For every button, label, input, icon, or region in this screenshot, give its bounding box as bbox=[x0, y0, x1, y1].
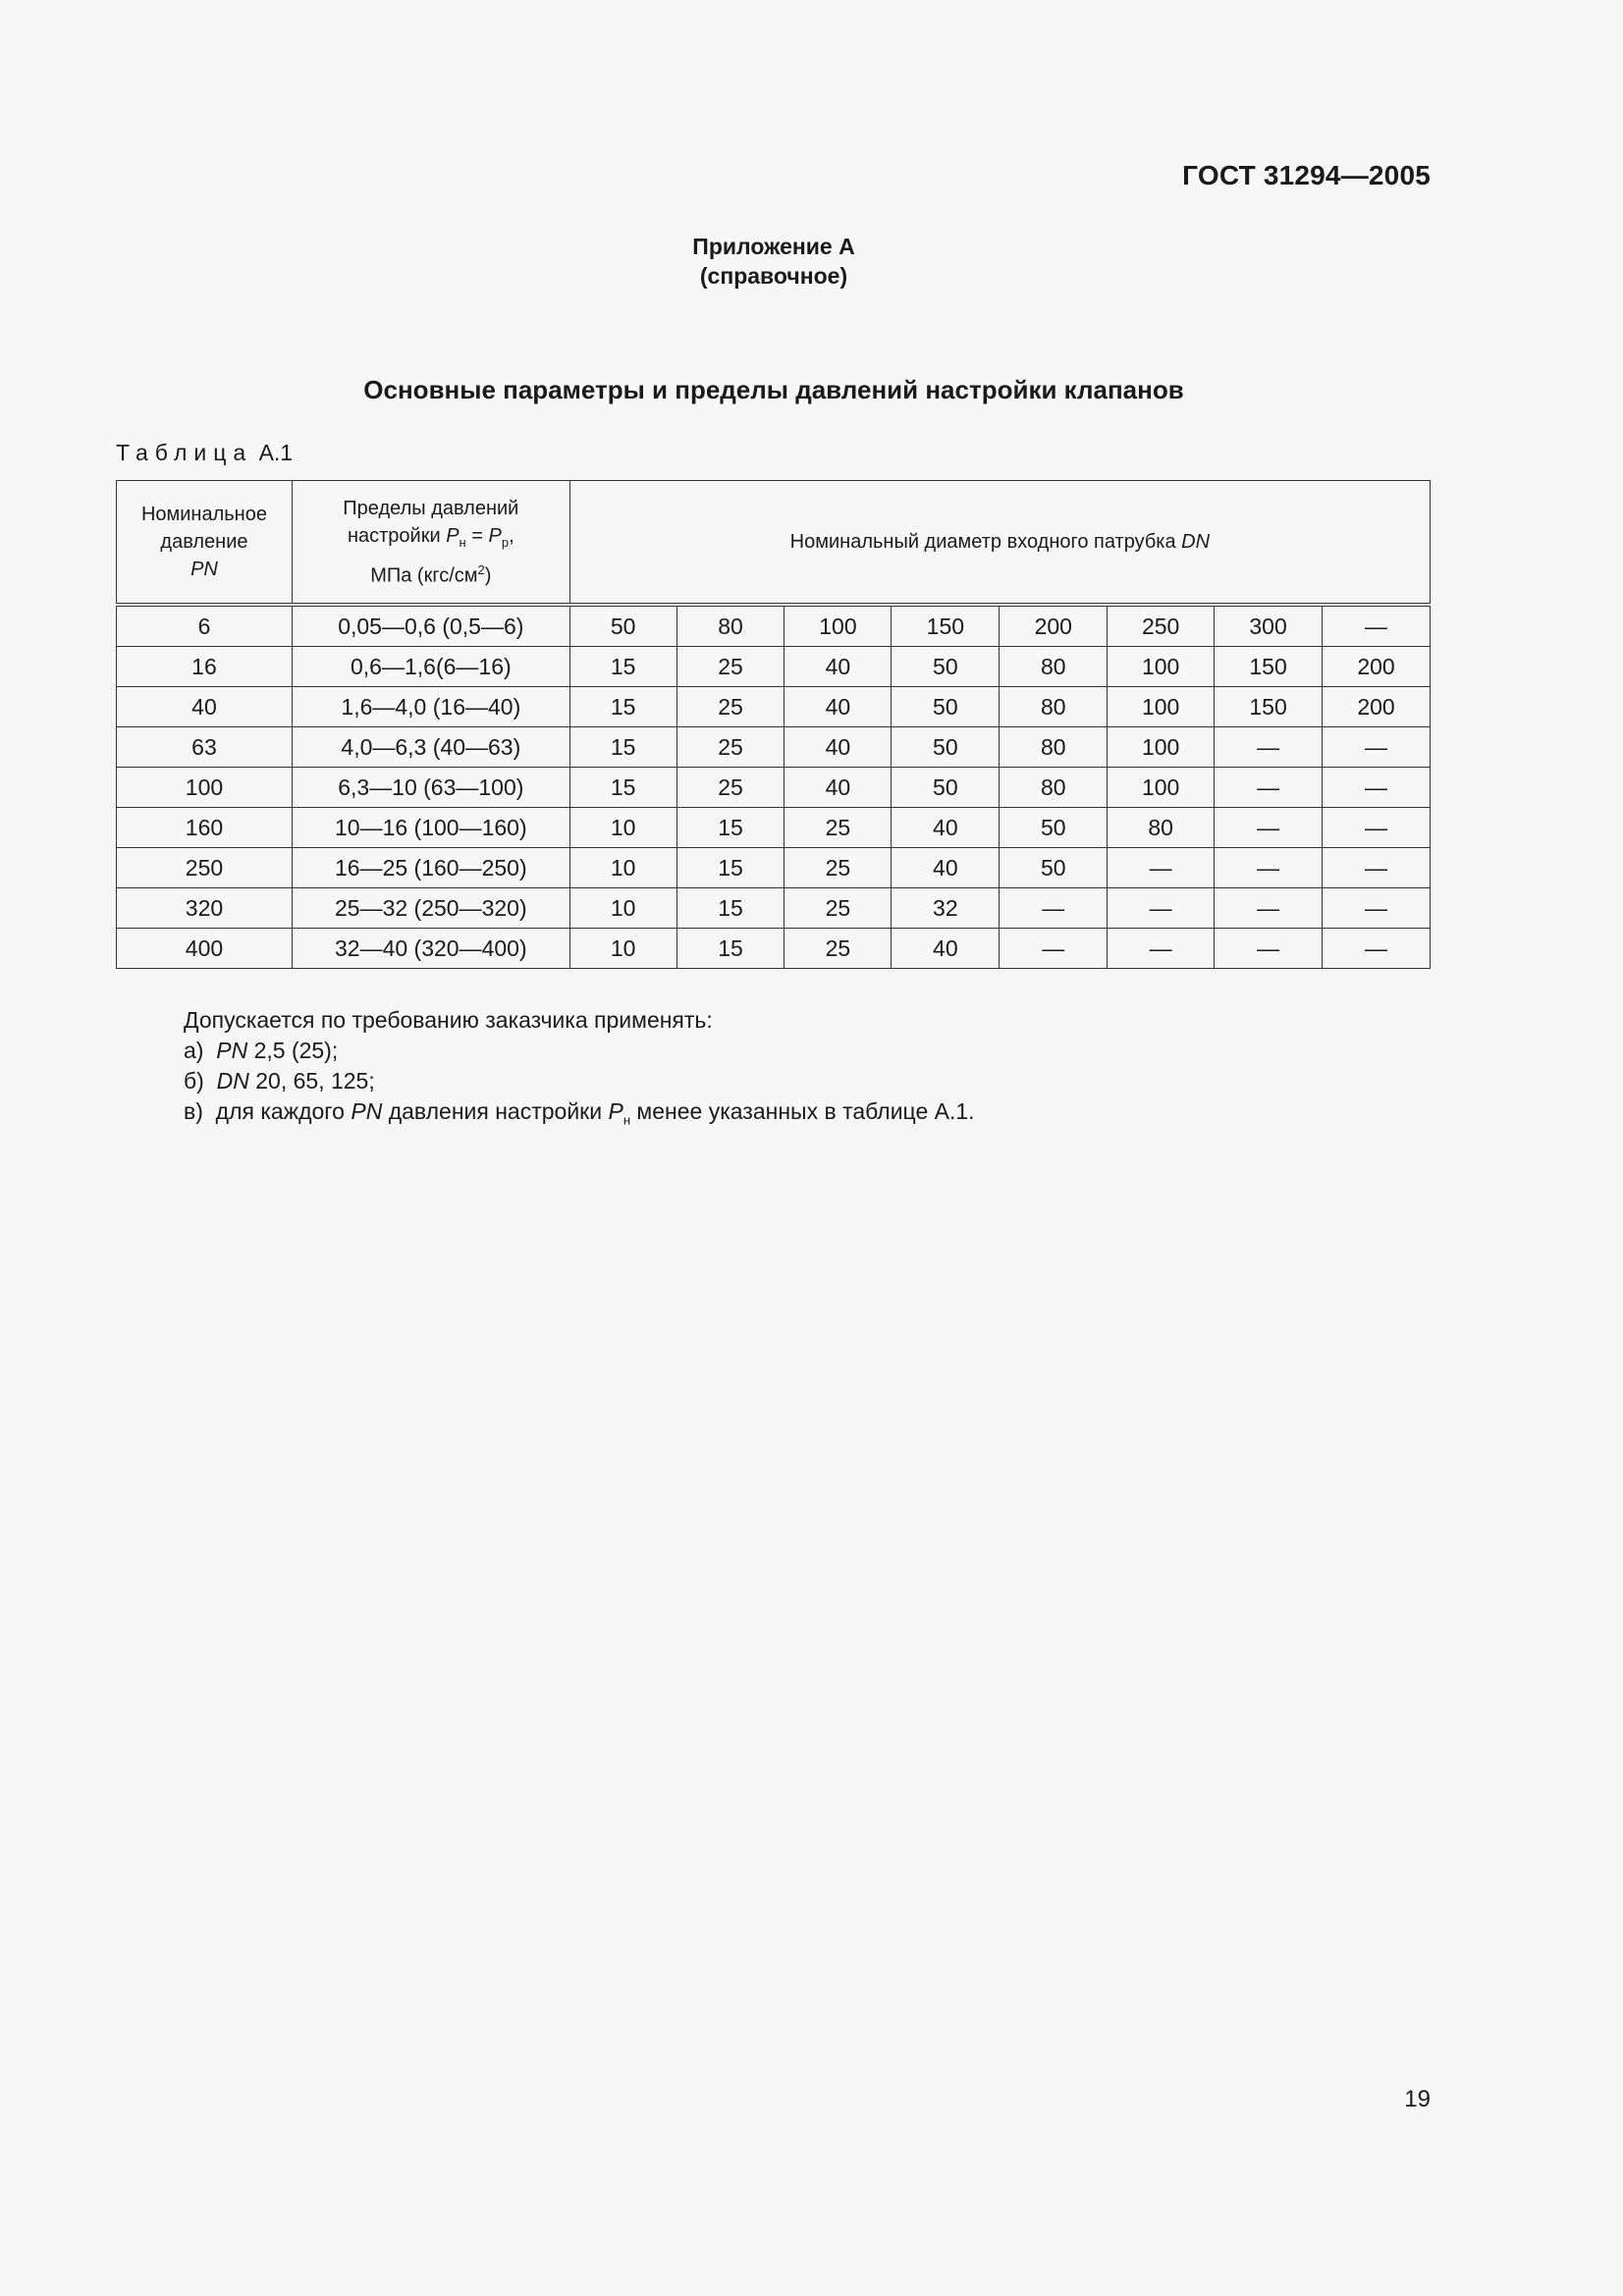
cell-nominal-diameter: 25 bbox=[676, 727, 784, 768]
note-item-c bbox=[184, 1096, 975, 1136]
subscript-n: н bbox=[622, 1112, 631, 1128]
cell-nominal-diameter: 25 bbox=[784, 808, 892, 848]
cell-nominal-diameter: 100 bbox=[784, 605, 892, 647]
cell-nominal-diameter: 50 bbox=[892, 727, 1000, 768]
cell-pressure-limits: 25—32 (250—320) bbox=[292, 888, 569, 929]
cell-nominal-diameter: 50 bbox=[892, 647, 1000, 687]
table-row bbox=[117, 888, 1431, 929]
header-limits-prefix: настройки bbox=[347, 524, 447, 547]
cell-nominal-diameter: 80 bbox=[676, 605, 784, 647]
note-text: 20, 65, 125; bbox=[248, 1068, 375, 1094]
cell-nominal-pressure: 160 bbox=[117, 808, 293, 848]
cell-nominal-diameter: 100 bbox=[1108, 687, 1215, 727]
cell-nominal-diameter: — bbox=[1000, 929, 1108, 969]
cell-nominal-diameter: — bbox=[1323, 888, 1431, 929]
cell-pressure-limits: 32—40 (320—400) bbox=[292, 929, 569, 969]
cell-nominal-pressure: 6 bbox=[117, 605, 293, 647]
cell-nominal-diameter: 80 bbox=[1000, 727, 1108, 768]
table-row bbox=[117, 727, 1431, 768]
cell-nominal-pressure: 250 bbox=[117, 848, 293, 888]
header-limits-line1: Пределы давлений bbox=[343, 497, 519, 519]
cell-nominal-diameter: 15 bbox=[569, 727, 676, 768]
header-limits-line3 bbox=[293, 557, 569, 590]
comma: , bbox=[509, 524, 514, 547]
cell-nominal-diameter: — bbox=[1215, 888, 1323, 929]
table-caption-number: А.1 bbox=[258, 440, 294, 465]
cell-nominal-diameter: — bbox=[1000, 888, 1108, 929]
cell-pressure-limits: 10—16 (100—160) bbox=[292, 808, 569, 848]
parameters-table bbox=[116, 480, 1431, 969]
header-units: МПа (кгс/см bbox=[370, 564, 478, 587]
cell-nominal-diameter: 40 bbox=[892, 808, 1000, 848]
note-item-b bbox=[184, 1066, 975, 1096]
cell-nominal-diameter: — bbox=[1323, 768, 1431, 808]
cell-nominal-diameter: 250 bbox=[1108, 605, 1215, 647]
closing-paren: ) bbox=[484, 564, 492, 587]
cell-nominal-diameter: 40 bbox=[784, 727, 892, 768]
cell-nominal-diameter: 10 bbox=[569, 888, 676, 929]
cell-nominal-diameter: 32 bbox=[892, 888, 1000, 929]
cell-nominal-diameter: 50 bbox=[1000, 808, 1108, 848]
header-pn-line1: Номинальное bbox=[140, 504, 267, 525]
cell-nominal-diameter: 300 bbox=[1215, 605, 1323, 647]
cell-nominal-diameter: 40 bbox=[892, 929, 1000, 969]
note-abbr: PN bbox=[216, 1038, 248, 1063]
cell-nominal-diameter: — bbox=[1215, 808, 1323, 848]
header-dn-abbr: DN bbox=[1181, 531, 1211, 553]
cell-nominal-diameter: 15 bbox=[569, 687, 676, 727]
note-abbr: PN bbox=[351, 1098, 383, 1124]
cell-nominal-diameter: 150 bbox=[892, 605, 1000, 647]
cell-nominal-pressure: 400 bbox=[117, 929, 293, 969]
header-pn-abbr: PN bbox=[190, 559, 218, 580]
cell-nominal-diameter: — bbox=[1108, 848, 1215, 888]
cell-nominal-pressure: 100 bbox=[117, 768, 293, 808]
cell-nominal-diameter: 25 bbox=[784, 888, 892, 929]
cell-nominal-diameter: 15 bbox=[676, 929, 784, 969]
document-code: ГОСТ 31294—2005 bbox=[1182, 160, 1431, 190]
table-row bbox=[117, 605, 1431, 647]
table-caption-word: Таблица bbox=[116, 440, 253, 465]
cell-pressure-limits: 0,05—0,6 (0,5—6) bbox=[292, 605, 569, 647]
cell-nominal-diameter: — bbox=[1108, 888, 1215, 929]
note-item-a bbox=[184, 1036, 975, 1066]
cell-nominal-diameter: — bbox=[1323, 605, 1431, 647]
cell-nominal-diameter: 25 bbox=[784, 848, 892, 888]
cell-nominal-diameter: 10 bbox=[569, 848, 676, 888]
table-row bbox=[117, 687, 1431, 727]
cell-pressure-limits: 4,0—6,3 (40—63) bbox=[292, 727, 569, 768]
table-header-row bbox=[117, 481, 1431, 606]
cell-nominal-diameter: — bbox=[1108, 929, 1215, 969]
cell-nominal-diameter: 100 bbox=[1108, 727, 1215, 768]
cell-nominal-diameter: 10 bbox=[569, 929, 676, 969]
cell-nominal-diameter: 100 bbox=[1108, 768, 1215, 808]
cell-nominal-diameter: 50 bbox=[1000, 848, 1108, 888]
cell-nominal-diameter: 50 bbox=[892, 687, 1000, 727]
cell-nominal-diameter: 10 bbox=[569, 808, 676, 848]
cell-nominal-diameter: 50 bbox=[892, 768, 1000, 808]
cell-nominal-pressure: 320 bbox=[117, 888, 293, 929]
table-row bbox=[117, 929, 1431, 969]
cell-nominal-diameter: 25 bbox=[784, 929, 892, 969]
cell-nominal-diameter: — bbox=[1323, 848, 1431, 888]
cell-nominal-diameter: 50 bbox=[569, 605, 676, 647]
header-dn-text: Номинальный диаметр входного патрубка bbox=[789, 531, 1182, 553]
subscript-r: р bbox=[501, 534, 510, 550]
table-caption bbox=[116, 440, 293, 466]
cell-nominal-pressure: 63 bbox=[117, 727, 293, 768]
notes-intro: Допускается по требованию заказчика применять: bbox=[184, 1007, 713, 1033]
cell-nominal-diameter: — bbox=[1323, 727, 1431, 768]
cell-nominal-diameter: 25 bbox=[676, 768, 784, 808]
header-nominal-diameter bbox=[569, 481, 1430, 606]
note-text: менее указанных в таблице А.1. bbox=[630, 1098, 975, 1124]
subscript-n: н bbox=[459, 534, 466, 550]
cell-nominal-diameter: 200 bbox=[1000, 605, 1108, 647]
note-text: давления настройки bbox=[382, 1098, 609, 1124]
symbol-p: P bbox=[488, 524, 502, 547]
cell-nominal-diameter: 200 bbox=[1323, 647, 1431, 687]
cell-nominal-diameter: — bbox=[1323, 808, 1431, 848]
cell-nominal-diameter: — bbox=[1323, 929, 1431, 969]
table-row bbox=[117, 647, 1431, 687]
note-abbr: DN bbox=[216, 1068, 249, 1094]
superscript-2: 2 bbox=[477, 561, 485, 577]
cell-nominal-diameter: 200 bbox=[1323, 687, 1431, 727]
cell-pressure-limits: 1,6—4,0 (16—40) bbox=[292, 687, 569, 727]
note-text: 2,5 (25); bbox=[247, 1038, 339, 1063]
symbol-p: P bbox=[446, 524, 460, 547]
cell-nominal-pressure: 40 bbox=[117, 687, 293, 727]
cell-nominal-diameter: 40 bbox=[784, 687, 892, 727]
cell-nominal-diameter: — bbox=[1215, 727, 1323, 768]
table-row bbox=[117, 848, 1431, 888]
header-pressure-limits bbox=[292, 481, 569, 606]
equals-sign: = bbox=[465, 524, 489, 547]
cell-nominal-diameter: 100 bbox=[1108, 647, 1215, 687]
cell-nominal-diameter: 25 bbox=[676, 647, 784, 687]
cell-nominal-diameter: — bbox=[1215, 768, 1323, 808]
cell-nominal-diameter: 15 bbox=[676, 808, 784, 848]
cell-nominal-diameter: — bbox=[1215, 929, 1323, 969]
note-label: б) bbox=[184, 1068, 217, 1094]
cell-nominal-diameter: 80 bbox=[1000, 687, 1108, 727]
page-number: 19 bbox=[1404, 2086, 1431, 2112]
section-title: Основные параметры и пределы давлений настройки клапанов bbox=[363, 375, 1184, 404]
cell-nominal-diameter: 80 bbox=[1000, 768, 1108, 808]
cell-nominal-diameter: 25 bbox=[676, 687, 784, 727]
appendix-type: (справочное) bbox=[699, 263, 848, 289]
cell-nominal-diameter: 15 bbox=[676, 888, 784, 929]
header-pn-line2: давление bbox=[160, 531, 248, 553]
cell-nominal-diameter: 150 bbox=[1215, 647, 1323, 687]
cell-nominal-diameter: 40 bbox=[892, 848, 1000, 888]
cell-nominal-pressure: 16 bbox=[117, 647, 293, 687]
cell-nominal-diameter: 40 bbox=[784, 768, 892, 808]
cell-pressure-limits: 0,6—1,6(6—16) bbox=[292, 647, 569, 687]
appendix-heading bbox=[0, 232, 1547, 291]
cell-nominal-diameter: 80 bbox=[1000, 647, 1108, 687]
cell-nominal-diameter: 150 bbox=[1215, 687, 1323, 727]
cell-nominal-diameter: — bbox=[1215, 848, 1323, 888]
header-nominal-pressure bbox=[117, 481, 293, 606]
cell-nominal-diameter: 40 bbox=[784, 647, 892, 687]
cell-nominal-diameter: 15 bbox=[676, 848, 784, 888]
appendix-title: Приложение А bbox=[692, 234, 855, 259]
cell-pressure-limits: 16—25 (160—250) bbox=[292, 848, 569, 888]
cell-nominal-diameter: 80 bbox=[1108, 808, 1215, 848]
table-body bbox=[117, 605, 1431, 969]
cell-nominal-diameter: 15 bbox=[569, 647, 676, 687]
table-row bbox=[117, 808, 1431, 848]
table-row bbox=[117, 768, 1431, 808]
header-limits-line2 bbox=[293, 522, 569, 557]
note-label: в) для каждого bbox=[184, 1098, 352, 1124]
cell-nominal-diameter: 15 bbox=[569, 768, 676, 808]
notes-block bbox=[184, 1005, 975, 1136]
symbol-p: P bbox=[608, 1098, 623, 1124]
note-label: а) bbox=[184, 1038, 217, 1063]
cell-pressure-limits: 6,3—10 (63—100) bbox=[292, 768, 569, 808]
